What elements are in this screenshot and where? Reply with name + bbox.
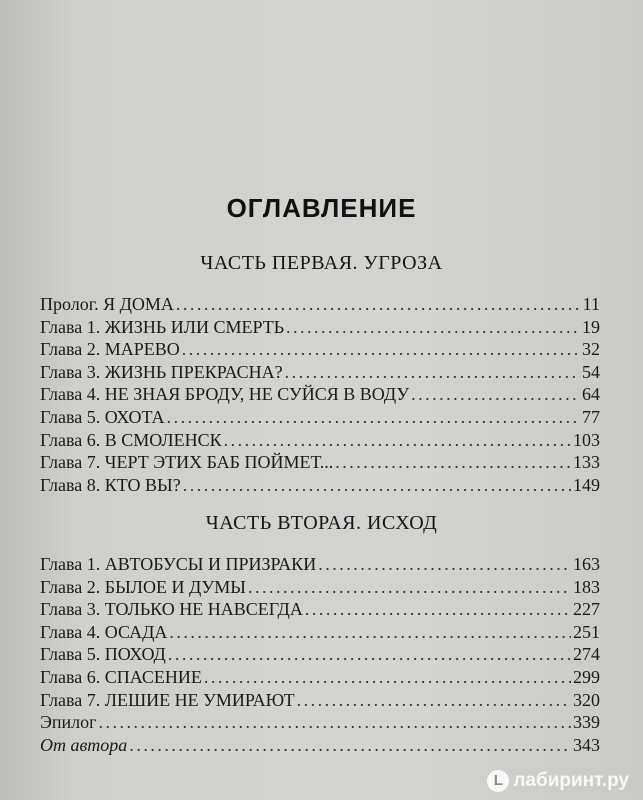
toc-entry xyxy=(40,293,600,316)
toc-leader-dots xyxy=(248,576,571,599)
watermark xyxy=(487,770,629,792)
toc-entry-page: 251 xyxy=(573,621,600,642)
toc-entry-page: 163 xyxy=(573,554,600,574)
toc-entry-page: 227 xyxy=(573,599,600,620)
part-two-title: ЧАСТЬ ВТОРАЯ. ИСХОД xyxy=(205,512,438,534)
toc-entry-title: Глава 7. ЛЕШИЕ НЕ УМИРАЮТ xyxy=(40,689,295,710)
toc-leader-dots xyxy=(169,621,571,644)
toc-entry xyxy=(40,383,600,406)
toc-entry-title: Глава 5. ПОХОД xyxy=(40,644,166,665)
toc-entry-page: 19 xyxy=(582,316,600,337)
toc-entry-title: Глава 2. БЫЛОЕ И ДУМЫ xyxy=(40,576,246,597)
toc-entry-title: Глава 3. ЖИЗНЬ ПРЕКРАСНА? xyxy=(40,361,283,382)
toc-entry-title: Эпилог xyxy=(40,712,97,733)
toc-leader-dots xyxy=(167,406,580,429)
toc-entry-title: От автора xyxy=(40,734,128,755)
part-two-entries xyxy=(40,553,600,756)
toc-leader-dots xyxy=(286,316,580,339)
toc-entry xyxy=(40,451,600,474)
toc-entry-page: 103 xyxy=(573,429,600,450)
toc-entry-title: Глава 5. ОХОТА xyxy=(40,406,165,427)
toc-leader-dots xyxy=(182,338,580,361)
toc-entry-page: 339 xyxy=(573,712,600,733)
toc-entry xyxy=(40,689,600,712)
toc-entry-title: Глава 3. ТОЛЬКО НЕ НАВСЕГДА xyxy=(40,599,303,620)
toc-entry xyxy=(40,643,600,666)
toc-entry-page: 133 xyxy=(573,452,600,473)
toc-entry-title: Глава 1. АВТОБУСЫ И ПРИЗРАКИ xyxy=(40,554,317,574)
toc-entry xyxy=(40,734,600,757)
toc-entry-title: Глава 4. ОСАДА xyxy=(40,621,168,642)
toc-entry xyxy=(40,666,600,689)
toc-entry-page: 77 xyxy=(582,406,600,427)
labirint-logo-icon: L xyxy=(487,770,509,792)
toc-entry xyxy=(40,553,600,576)
toc-entry-title: Глава 8. КТО ВЫ? xyxy=(40,474,181,495)
part-one-title: ЧАСТЬ ПЕРВАЯ. УГРОЗА xyxy=(200,252,443,274)
toc-leader-dots xyxy=(168,643,571,666)
toc-entry-page: 343 xyxy=(573,734,600,755)
toc-entry-page: 149 xyxy=(573,474,600,495)
toc-entry-title: Глава 2. МАРЕВО xyxy=(40,339,180,360)
toc-entry-page: 64 xyxy=(582,384,600,405)
toc-leader-dots xyxy=(129,734,571,757)
toc-entry-title: Глава 1. ЖИЗНЬ ИЛИ СМЕРТЬ xyxy=(40,316,285,337)
toc-leader-dots xyxy=(411,383,580,406)
toc-entry-page: 11 xyxy=(582,294,600,314)
toc-entry-title: Глава 6. СПАСЕНИЕ xyxy=(40,666,202,687)
toc-leader-dots xyxy=(224,429,571,452)
toc-entry-title: Глава 6. В СМОЛЕНСК xyxy=(40,429,222,450)
toc-leader-dots xyxy=(305,598,571,621)
toc-entry xyxy=(40,598,600,621)
toc-leader-dots xyxy=(176,293,581,316)
toc-entry-page: 54 xyxy=(582,361,600,382)
toc-leader-dots xyxy=(183,474,571,497)
toc-entry xyxy=(40,474,600,497)
toc-entry-page: 32 xyxy=(582,339,600,360)
toc-entry-title: Глава 7. ЧЕРТ ЭТИХ БАБ ПОЙМЕТ... xyxy=(40,452,334,473)
toc-leader-dots xyxy=(285,361,580,384)
toc-entry xyxy=(40,361,600,384)
toc-entry-title: Глава 4. НЕ ЗНАЯ БРОДУ, НЕ СУЙСЯ В ВОДУ xyxy=(40,384,410,405)
toc-leader-dots xyxy=(99,711,571,734)
toc-entry xyxy=(40,406,600,429)
toc-entry-page: 320 xyxy=(573,689,600,710)
toc-entry-title: Пролог. Я ДОМА xyxy=(40,294,174,314)
toc-entry-page: 299 xyxy=(573,666,600,687)
toc-entry xyxy=(40,316,600,339)
part-one-entries xyxy=(40,293,600,496)
toc-entry xyxy=(40,621,600,644)
toc-entry xyxy=(40,429,600,452)
toc-leader-dots xyxy=(297,689,571,712)
toc-entry xyxy=(40,711,600,734)
watermark-text: лабиринт.ру xyxy=(513,770,629,791)
toc-leader-dots xyxy=(204,666,571,689)
toc-entry xyxy=(40,576,600,599)
toc-entry xyxy=(40,338,600,361)
toc-leader-dots xyxy=(335,451,571,474)
toc-leader-dots xyxy=(318,553,571,576)
toc-heading: ОГЛАВЛЕНИЕ xyxy=(226,193,417,223)
toc-entry-page: 183 xyxy=(573,576,600,597)
toc-entry-page: 274 xyxy=(573,644,600,665)
